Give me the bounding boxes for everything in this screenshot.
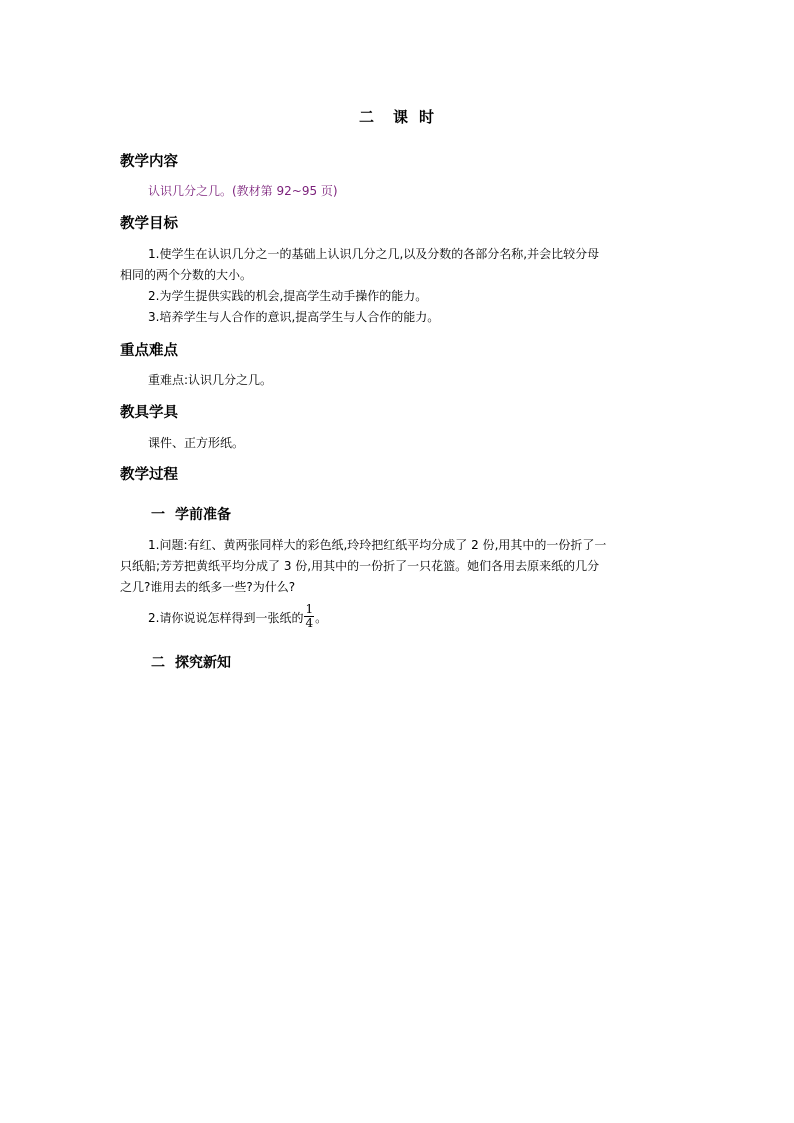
heading-teaching-process: 教学过程 xyxy=(120,467,178,483)
key-points-text: 重难点:认识几分之几。 xyxy=(148,373,273,387)
goal-item-2: 2.为学生提供实践的机会,提高学生动手操作的能力。 xyxy=(148,289,428,303)
question-1-line-2: 只纸船;芳芳把黄纸平均分成了 3 份,用其中的一份折了一只花篮。她们各用去原来纸的几分 xyxy=(120,559,600,573)
heading-teaching-content: 教学内容 xyxy=(120,154,178,170)
fraction-numerator: 1 xyxy=(305,602,314,616)
goal-item-1-line-1: 1.使学生在认识几分之一的基础上认识几分之几,以及分数的各部分名称,并会比较分母 xyxy=(148,247,600,261)
teaching-content-text: 认识几分之几。(教材第 92~95 页) xyxy=(148,184,338,198)
subheading-preparation-number: 一 xyxy=(151,507,165,523)
question-2 xyxy=(148,602,328,632)
question-1-line-3: 之几?谁用去的纸多一些?为什么? xyxy=(120,580,296,594)
fraction-denominator: 4 xyxy=(305,616,314,630)
teaching-tools-text: 课件、正方形纸。 xyxy=(148,436,245,450)
heading-teaching-tools: 教具学具 xyxy=(120,405,178,421)
subheading-preparation xyxy=(151,504,231,524)
title-part-3: 时 xyxy=(419,108,436,126)
subheading-explore xyxy=(151,652,231,672)
fraction-one-quarter xyxy=(304,603,314,630)
question-1-line-1: 1.问题:有红、黄两张同样大的彩色纸,玲玲把红纸平均分成了 2 份,用其中的一份折了一 xyxy=(148,538,607,552)
title-part-2: 课 xyxy=(392,108,409,126)
subheading-explore-title: 探究新知 xyxy=(175,655,231,671)
heading-key-points: 重点难点 xyxy=(120,343,178,359)
goal-item-1-line-2: 相同的两个分数的大小。 xyxy=(120,268,253,282)
heading-teaching-goals: 教学目标 xyxy=(120,216,178,232)
subheading-explore-number: 二 xyxy=(151,655,165,671)
question-2-prefix: 2.请你说说怎样得到一张纸的 xyxy=(148,611,304,625)
goal-item-3: 3.培养学生与人合作的意识,提高学生与人合作的能力。 xyxy=(148,310,440,324)
page-title xyxy=(0,106,794,127)
subheading-preparation-title: 学前准备 xyxy=(175,507,231,523)
title-part-1: 二 xyxy=(358,108,375,126)
question-2-suffix: 。 xyxy=(315,611,328,625)
